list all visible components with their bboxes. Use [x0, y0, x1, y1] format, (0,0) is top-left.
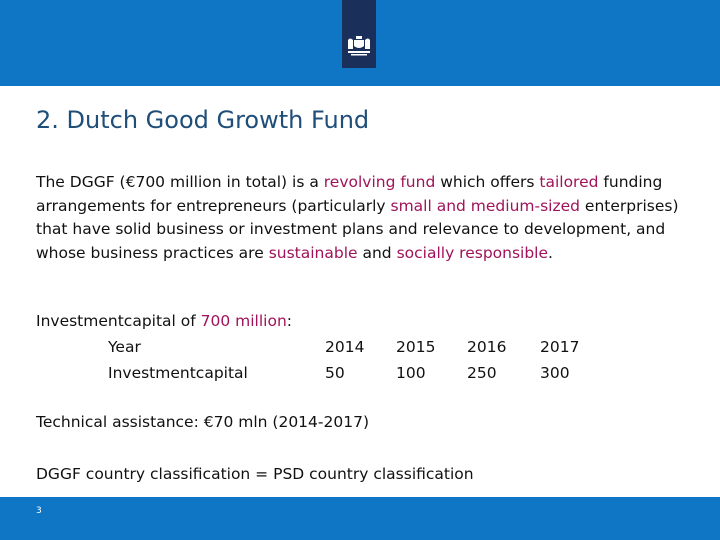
- table-year: 2016: [467, 338, 507, 356]
- technical-assistance: Technical assistance: €70 mln (2014-2017): [36, 413, 369, 431]
- table-value: 50: [325, 364, 345, 382]
- table-year: 2015: [396, 338, 436, 356]
- country-classification: DGGF country classification = PSD country classification: [36, 465, 474, 483]
- slide-title: 2. Dutch Good Growth Fund: [36, 106, 370, 134]
- table-row-labels: [108, 334, 248, 386]
- table-year: 2014: [325, 338, 365, 356]
- header-bar: [0, 0, 720, 86]
- highlight-700-million: 700 million: [200, 312, 287, 330]
- highlight-socially-responsible: socially responsible: [396, 243, 549, 262]
- footer-bar: [0, 497, 720, 540]
- table-value: 250: [467, 364, 497, 382]
- table-value: 300: [540, 364, 570, 382]
- table-value: 100: [396, 364, 426, 382]
- page-number: 3: [36, 506, 42, 516]
- row-label-year: Year: [108, 338, 141, 356]
- highlight-sustainable: sustainable: [268, 243, 358, 262]
- table-column-2014: [325, 334, 364, 386]
- coat-of-arms-icon: [342, 0, 376, 68]
- table-column-2015: [396, 334, 435, 386]
- highlight-tailored: tailored: [539, 173, 599, 191]
- highlight-sme: small and medium-sized: [390, 196, 580, 215]
- table-column-2016: [467, 334, 506, 386]
- table-year: 2017: [540, 338, 580, 356]
- row-label-investmentcapital: Investmentcapital: [108, 364, 248, 382]
- capital-line: Investmentcapital of 700 million:: [36, 312, 293, 330]
- highlight-revolving-fund: revolving fund: [323, 173, 436, 191]
- intro-paragraph: The DGGF (€700 million in total) is a revolving fund which offers tailored funding arrangements for entrepreneurs (particularly small and medium-sized enterprises) that have solid business or investment plans and relevance to development, and whose business practices are sustainable and socially responsible.: [36, 173, 679, 262]
- table-column-2017: [540, 334, 579, 386]
